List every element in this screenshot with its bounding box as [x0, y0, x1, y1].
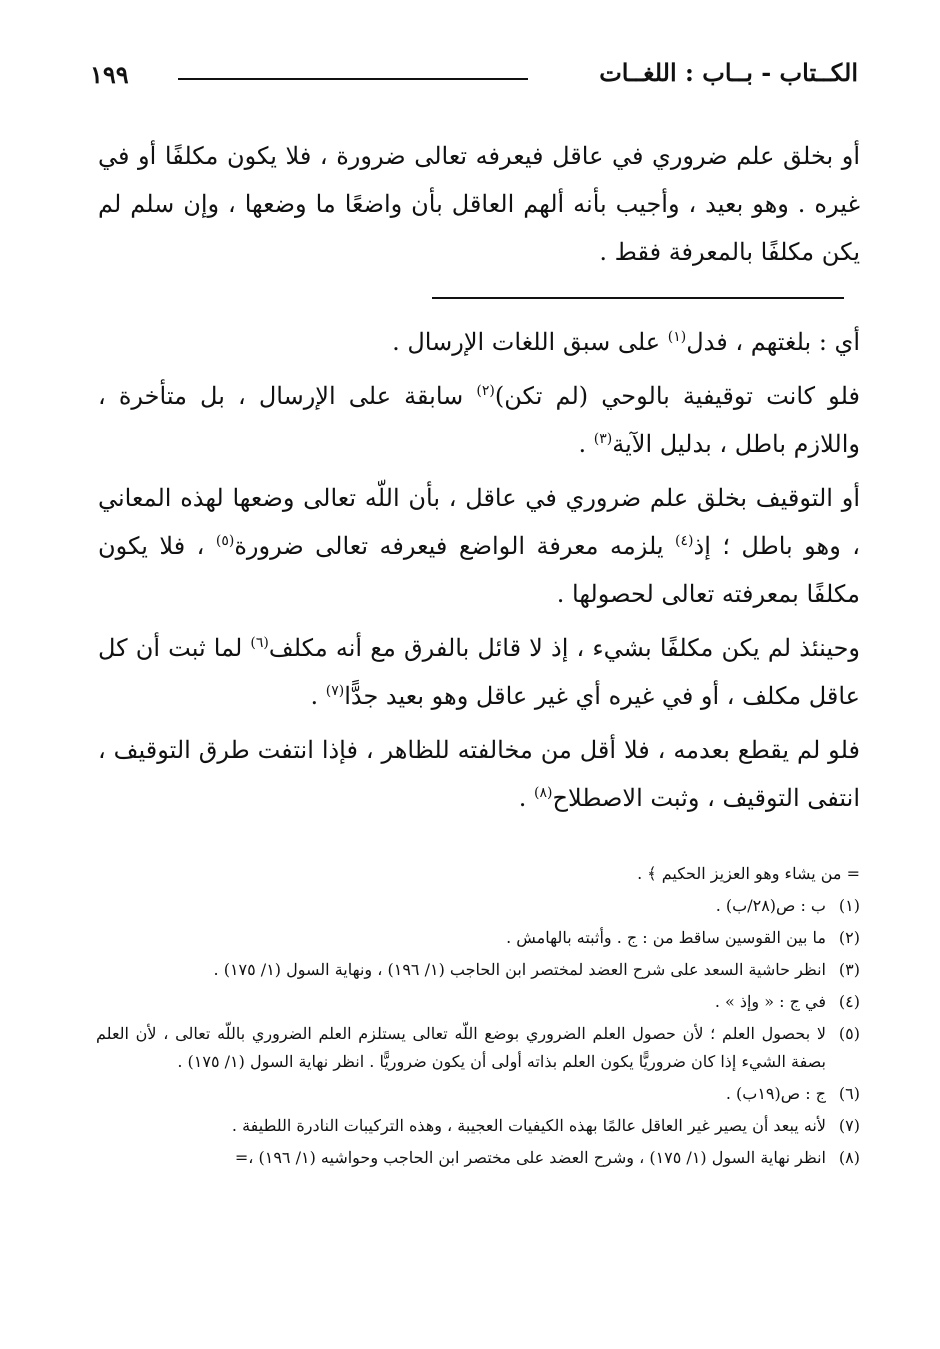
footnote-ref-2[interactable]: (٢)	[476, 383, 495, 399]
text-run: .	[578, 430, 594, 458]
text-run: وحينئذ لم يكن مكلفًا بشيء ، إذ لا قائل بالفرق مع أنه مكلف	[268, 634, 860, 662]
footnote-item-7	[96, 1112, 860, 1140]
text-run: سابقة على الإرسال ، بل متأخرة ، واللازم باطل ، بدليل الآية	[98, 382, 860, 458]
main-text	[98, 318, 860, 828]
paragraph-3	[98, 474, 860, 618]
page-number: ١٩٩	[90, 60, 129, 89]
text-run: .	[518, 784, 535, 812]
footnote-text: انظر نهاية السول (١/ ١٧٥) ، وشرح العضد على مختصر ابن الحاجب وحواشيه (١/ ١٩٦) ،=	[234, 1148, 826, 1167]
footnotes-section	[96, 860, 860, 1176]
footnote-text: ب : ص(٢٨/ب) .	[715, 896, 826, 915]
paragraph-1	[98, 318, 860, 366]
text-run: أي : بلغتهم ، فدل	[686, 328, 860, 356]
paragraph-2	[98, 372, 860, 468]
footnote-number: (٨)	[838, 1148, 860, 1167]
header-rule	[178, 78, 528, 80]
footnote-number: (٢)	[838, 928, 860, 947]
footnote-item-4	[96, 988, 860, 1016]
footnote-text: ج : ص(١٩ب) .	[725, 1084, 826, 1103]
footnote-continuation: = من يشاء وهو العزيز الحكيم ﴾ .	[637, 864, 860, 883]
section-separator	[432, 297, 844, 299]
running-title: الكــتاب - بــاب : اللغــات	[599, 58, 858, 87]
footnote-number: (١)	[838, 896, 860, 915]
text-run: فلو لم يقطع بعدمه ، فلا أقل من مخالفته للظاهر ، فإذا انتفت طرق التوقيف ، انتفى التوقيف ، وثبت الاصطلاح	[98, 736, 861, 812]
text-run: ، فلا يكون مكلفًا بمعرفته تعالى لحصولها .	[98, 532, 860, 608]
paragraph-5	[98, 726, 860, 822]
footnote-number: (٤)	[838, 992, 860, 1011]
text-run: فلو كانت توقيفية بالوحي (لم تكن)	[494, 382, 860, 410]
footnote-number: (٥)	[838, 1024, 860, 1043]
footnote-text: في ج : « وإذ » .	[714, 992, 826, 1011]
text-run: أو التوقيف بخلق علم ضروري في عاقل ، بأن اللّه تعالى وضعها لهذه المعاني ، وهو باطل ؛ إذ	[98, 484, 860, 560]
footnote-item-1	[96, 892, 860, 920]
text-run: لما ثبت أن كل عاقل مكلف ، أو في غيره أي غير عاقل وهو بعيد جدًّا	[98, 634, 860, 710]
footnote-text: لا بحصول العلم ؛ لأن حصول العلم الضروري بوضع اللّه تعالى يستلزم العلم الضروري باللّه تعالى ، لأن العلم بصفة الشيء إذا كان ضروريًّا يكون العلم بذاته أولى أن يكون ضروريًّا . انظر نهاية السول (١/ ١٧٥) .	[96, 1024, 826, 1071]
page-header	[90, 52, 858, 100]
paragraph-4	[98, 624, 860, 720]
footnote-item-2	[96, 924, 860, 952]
footnote-ref-7[interactable]: (٧)	[325, 683, 345, 699]
footnote-item-8	[96, 1144, 860, 1172]
commentary-text: أو بخلق علم ضروري في عاقل فيعرفه تعالى ضرورة ، فلا يكون مكلفًا أو في غيره . وهو بعيد ، وأجيب بأنه ألهم العاقل بأن واضعًا ما وضعها ، وإن سلم لم يكن مكلفًا بالمعرفة فقط .	[98, 142, 860, 266]
text-run: .	[310, 682, 326, 710]
footnote-ref-8[interactable]: (٨)	[534, 785, 553, 801]
footnote-ref-1[interactable]: (١)	[667, 329, 687, 345]
footnote-ref-5[interactable]: (٥)	[215, 533, 235, 549]
footnote-number: (٣)	[838, 960, 860, 979]
footnote-number: (٦)	[838, 1084, 860, 1103]
footnote-ref-4[interactable]: (٤)	[675, 533, 694, 549]
text-run: يلزمه معرفة الواضع فيعرفه تعالى ضرورة	[234, 532, 676, 560]
footnote-text: انظر حاشية السعد على شرح العضد لمختصر ابن الحاجب (١/ ١٩٦) ، ونهاية السول (١/ ١٧٥) .	[213, 960, 826, 979]
footnote-number: (٧)	[838, 1116, 860, 1135]
footnote-text: ما بين القوسين ساقط من : ج . وأثبته بالهامش .	[506, 928, 826, 947]
footnote-item-5	[96, 1020, 860, 1076]
footnote-item-3	[96, 956, 860, 984]
footnote-item-6	[96, 1080, 860, 1108]
footnote-ref-6[interactable]: (٦)	[250, 635, 269, 651]
footnote-text: لأنه يبعد أن يصير غير العاقل عالمًا بهذه الكيفيات العجيبة ، وهذه التركيبات النادرة اللطيفة .	[231, 1116, 826, 1135]
footnote-ref-3[interactable]: (٣)	[593, 431, 613, 447]
text-run: على سبق اللغات الإرسال .	[392, 328, 668, 356]
